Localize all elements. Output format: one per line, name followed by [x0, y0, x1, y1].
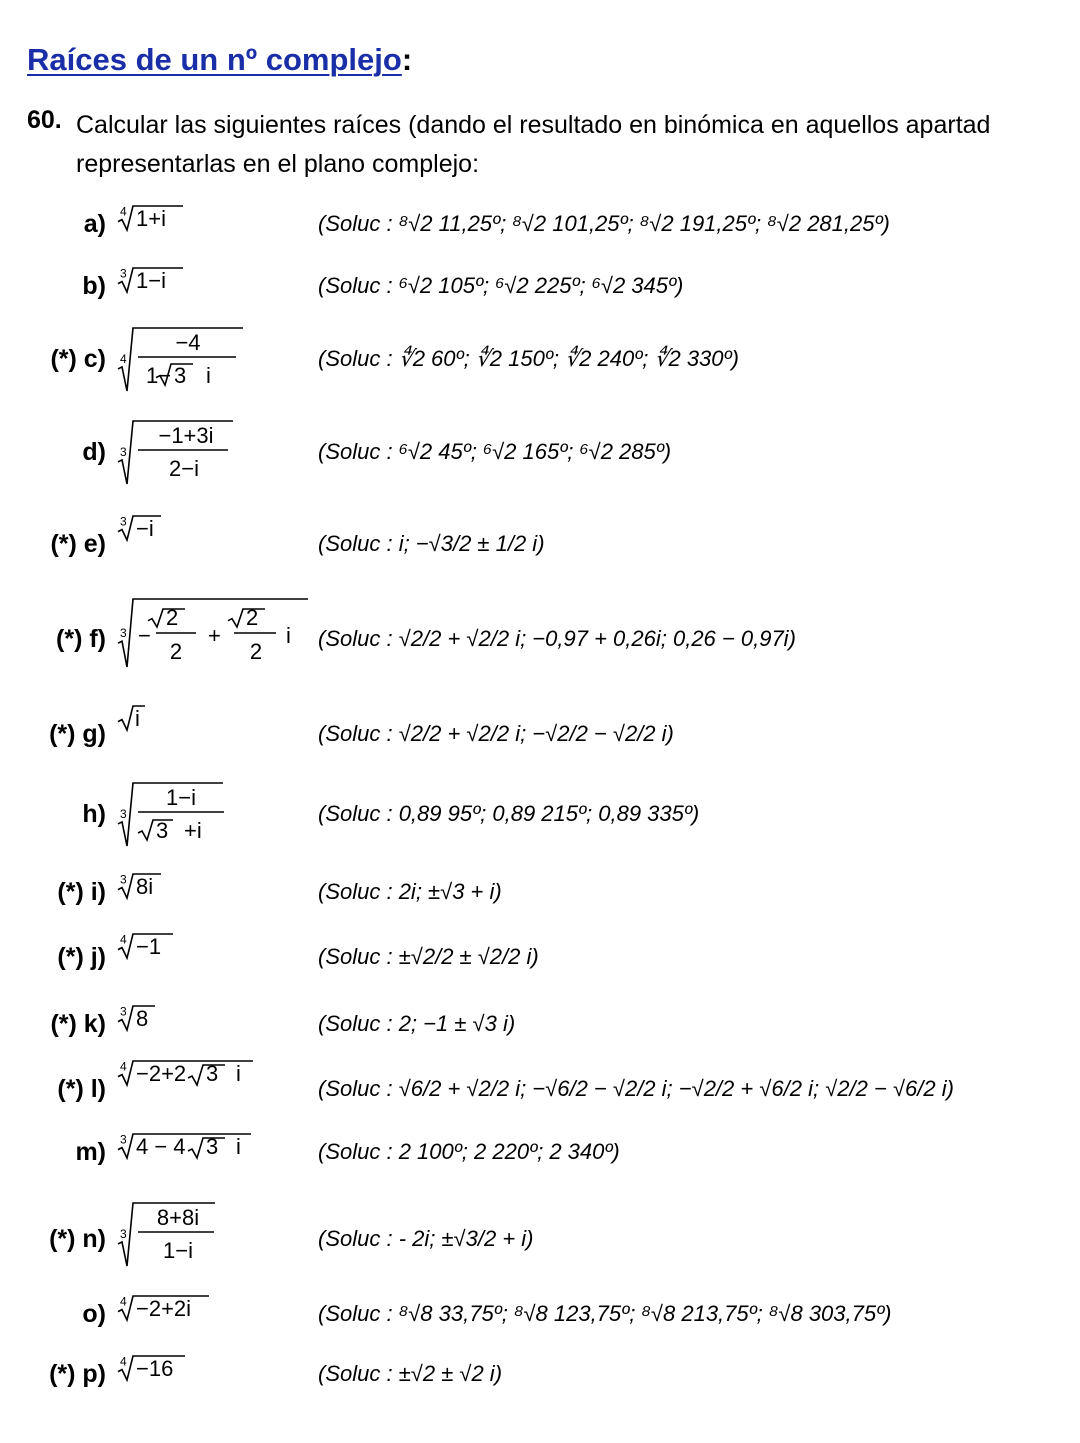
item-label: h) — [82, 800, 106, 828]
exercise-item — [0, 1350, 1080, 1400]
svg-text:−1: −1 — [136, 934, 162, 959]
item-label: b) — [82, 272, 106, 300]
svg-text:3: 3 — [206, 1061, 219, 1086]
item-solution: (Soluc : ⁶√2 105º; ⁶√2 225º; ⁶√2 345º) — [318, 273, 684, 298]
item-expression — [116, 1055, 266, 1101]
svg-text:3: 3 — [120, 806, 127, 821]
item-label: (*) i) — [57, 878, 106, 906]
item-expression — [116, 418, 246, 494]
svg-text:8: 8 — [136, 1006, 149, 1031]
svg-text:−16: −16 — [136, 1356, 174, 1381]
exercise-item — [0, 1000, 1080, 1050]
item-solution: (Soluc : ⁸√2 11,25º; ⁸√2 101,25º; ⁸√2 191,25º; ⁸√2 281,25º) — [318, 211, 890, 236]
item-solution: (Soluc : - 2i; ±√3/2 + i) — [318, 1226, 534, 1251]
item-expression — [116, 510, 186, 556]
item-label: (*) e) — [50, 530, 106, 558]
svg-text:3: 3 — [120, 266, 127, 281]
svg-text:−2+2i: −2+2i — [136, 1296, 192, 1321]
svg-text:3: 3 — [120, 1004, 127, 1019]
svg-text:4: 4 — [120, 932, 127, 947]
exercise-item — [0, 700, 1080, 770]
svg-text:4: 4 — [120, 351, 127, 366]
item-expression — [116, 1000, 176, 1046]
item-expression — [116, 595, 316, 681]
exercise-item — [0, 1128, 1080, 1178]
svg-text:−i: −i — [136, 516, 154, 541]
exercise-item — [0, 928, 1080, 988]
exercise-item — [0, 780, 1080, 850]
item-solution: (Soluc : √6/2 + √2/2 i; −√6/2 − √2/2 i; −√2/2 + √6/2 i; √2/2 − √6/2 i) — [318, 1076, 954, 1101]
item-label: (*) c) — [50, 345, 106, 373]
item-expression — [116, 1200, 246, 1276]
item-solution: (Soluc : √2/2 + √2/2 i; −0,97 + 0,26i; 0,26 − 0,97i) — [318, 626, 796, 651]
svg-text:i: i — [135, 706, 140, 731]
svg-text:−: − — [138, 623, 151, 648]
exercise-item — [0, 1290, 1080, 1340]
svg-text:2: 2 — [169, 639, 183, 664]
exercise-item — [0, 1200, 1080, 1280]
item-label: (*) n) — [49, 1225, 106, 1253]
item-label: m) — [75, 1138, 106, 1166]
item-label: (*) j) — [57, 943, 106, 971]
item-solution: (Soluc : 2i; ±√3 + i) — [318, 879, 502, 904]
svg-text:i: i — [206, 363, 211, 388]
item-solution: (Soluc : ⁶√2 45º; ⁶√2 165º; ⁶√2 285º) — [318, 439, 672, 464]
svg-text:i: i — [236, 1134, 241, 1159]
exercise-item — [0, 868, 1080, 918]
item-solution: (Soluc : ±√2 ± √2 i) — [318, 1361, 503, 1386]
item-solution: (Soluc : i; −√3/2 ± 1/2 i) — [318, 531, 545, 556]
item-label: (*) p) — [49, 1360, 106, 1388]
svg-text:i: i — [286, 623, 291, 648]
svg-text:2: 2 — [166, 605, 179, 630]
svg-text:+: + — [208, 623, 221, 648]
svg-text:−2+2: −2+2 — [136, 1061, 187, 1086]
svg-text:3: 3 — [120, 1132, 127, 1147]
svg-text:3: 3 — [174, 363, 187, 388]
item-expression — [116, 780, 246, 856]
item-solution: (Soluc : ⁸√8 33,75º; ⁸√8 123,75º; ⁸√8 213,75º; ⁸√8 303,75º) — [318, 1301, 892, 1326]
svg-text:8+8i: 8+8i — [156, 1205, 200, 1230]
item-expression — [116, 1350, 206, 1396]
section-title-text: Raíces de un nº complejo — [27, 42, 402, 77]
item-expression — [116, 262, 196, 308]
svg-text:1+i: 1+i — [136, 206, 166, 231]
svg-text:3: 3 — [156, 818, 169, 843]
exercise-item — [0, 510, 1080, 580]
item-expression — [116, 928, 196, 974]
item-label: (*) f) — [56, 625, 106, 653]
item-solution: (Soluc : 0,89 95º; 0,89 215º; 0,89 335º) — [318, 801, 700, 826]
section-title — [27, 42, 412, 78]
section-title-colon: : — [401, 42, 413, 77]
svg-text:1−i: 1−i — [163, 1238, 193, 1263]
exercise-statement — [76, 106, 1080, 184]
item-label: a) — [83, 210, 106, 238]
svg-text:4: 4 — [120, 1059, 127, 1074]
item-label: (*) k) — [50, 1010, 106, 1038]
svg-text:3: 3 — [120, 626, 127, 641]
svg-text:4: 4 — [120, 204, 127, 219]
svg-text:3: 3 — [206, 1134, 219, 1159]
svg-text:4: 4 — [120, 1294, 127, 1309]
svg-text:4 − 4: 4 − 4 — [136, 1134, 186, 1159]
svg-text:8i: 8i — [136, 874, 154, 899]
item-solution: (Soluc : ±√2/2 ± √2/2 i) — [318, 944, 539, 969]
svg-text:2: 2 — [246, 605, 259, 630]
exercise-statement-line2: representarlas en el plano complejo: — [76, 150, 480, 178]
item-expression — [116, 200, 196, 246]
svg-text:3: 3 — [120, 444, 127, 459]
svg-text:1−i: 1−i — [136, 268, 166, 293]
item-solution: (Soluc : ∜2 60º; ∜2 150º; ∜2 240º; ∜2 330º) — [318, 346, 739, 371]
svg-text:+i: +i — [184, 818, 202, 843]
svg-text:2: 2 — [249, 639, 263, 664]
item-expression — [116, 868, 186, 914]
item-expression — [116, 1128, 266, 1174]
exercise-item — [0, 262, 1080, 312]
exercise-number: 60. — [27, 106, 62, 134]
item-expression — [116, 325, 246, 401]
svg-text:4: 4 — [120, 1354, 127, 1369]
exercise-item — [0, 1055, 1080, 1125]
svg-text:1−i: 1−i — [166, 785, 196, 810]
svg-text:−4: −4 — [175, 330, 201, 355]
item-solution: (Soluc : 2; −1 ± √3 i) — [318, 1011, 516, 1036]
item-solution: (Soluc : √2/2 + √2/2 i; −√2/2 − √2/2 i) — [318, 721, 674, 746]
exercise-item — [0, 200, 1080, 250]
svg-text:1−: 1− — [146, 363, 172, 388]
exercise-item — [0, 325, 1080, 395]
item-solution: (Soluc : 2 100º; 2 220º; 2 340º) — [318, 1139, 620, 1164]
item-label: (*) g) — [49, 720, 106, 748]
item-label: d) — [82, 438, 106, 466]
exercise-item — [0, 595, 1080, 685]
item-label: (*) l) — [57, 1075, 106, 1103]
item-expression — [116, 700, 156, 746]
svg-text:3: 3 — [120, 1226, 127, 1241]
svg-text:−1+3i: −1+3i — [158, 423, 214, 448]
svg-text:i: i — [236, 1061, 241, 1086]
item-label: o) — [82, 1300, 106, 1328]
svg-text:2−i: 2−i — [169, 456, 199, 481]
exercise-statement-line1: Calcular las siguientes raíces (dando el resultado en binómica en aquellos apartad — [76, 111, 991, 139]
item-expression — [116, 1290, 226, 1336]
exercise-item — [0, 418, 1080, 488]
svg-text:3: 3 — [120, 514, 127, 529]
svg-text:3: 3 — [120, 872, 127, 887]
